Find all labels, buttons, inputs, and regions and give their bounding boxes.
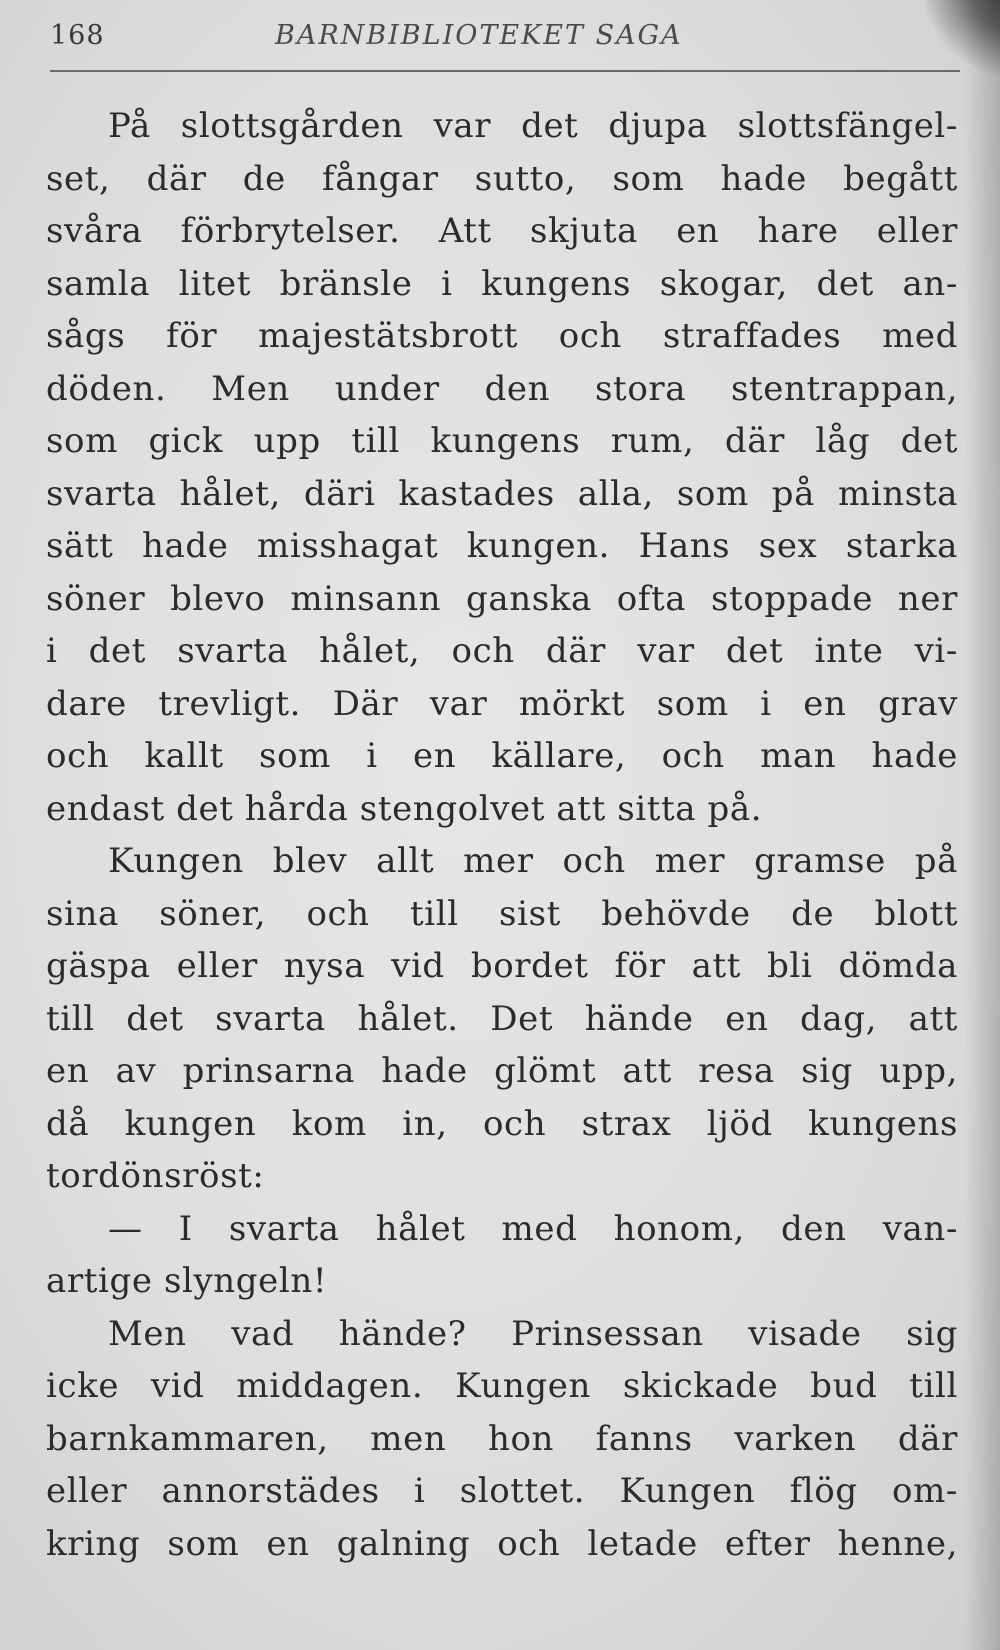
page-edge-shadow: [964, 0, 1000, 1650]
page-header: [50, 18, 960, 68]
text-line: sågs för majestätsbrott och straffades med: [46, 316, 958, 356]
text-line: som gick upp till kungens rum, där låg det: [46, 421, 958, 461]
text-line: en av prinsarna hade glömt att resa sig upp,: [46, 1051, 958, 1091]
text-line: endast det hårda stengolvet att sitta på.: [46, 788, 763, 829]
text-line: och kallt som i en källare, och man hade: [46, 736, 958, 776]
running-title: BARNBIBLIOTEKET SAGA: [275, 20, 683, 51]
text-line: dare trevligt. Där var mörkt som i en grav: [46, 683, 958, 724]
text-line: tordönsröst:: [46, 1156, 265, 1196]
text-line: — I svarta hålet med honom, den van-: [108, 1208, 958, 1249]
header-rule: [50, 70, 960, 72]
text-line: då kungen kom in, och strax ljöd kungens: [46, 1103, 958, 1144]
text-line: Kungen blev allt mer och mer gramse på: [108, 841, 958, 881]
text-line: barnkammaren, men hon fanns varken där: [46, 1418, 958, 1459]
text-line: samla litet bränsle i kungens skogar, det an-: [46, 263, 958, 304]
text-line: eller annorstädes i slottet. Kungen flög om-: [46, 1471, 958, 1511]
text-line: sätt hade misshagat kungen. Hans sex starka: [46, 526, 958, 566]
text-line: set, där de fångar sutto, som hade begått: [46, 158, 958, 199]
text-line: På slottsgården var det djupa slottsfängel-: [108, 106, 958, 146]
page-number: 168: [50, 20, 105, 51]
text-line: gäspa eller nysa vid bordet för att bli dömda: [46, 946, 958, 986]
text-line: i det svarta hålet, och där var det inte vi-: [46, 631, 958, 671]
text-line: till det svarta hålet. Det hände en dag, att: [46, 998, 958, 1039]
text-line: svåra förbrytelser. Att skjuta en hare eller: [46, 211, 958, 251]
text-line: kring som en galning och letade efter henne,: [46, 1523, 958, 1564]
text-line: döden. Men under den stora stentrappan,: [46, 368, 958, 409]
text-line: söner blevo minsann ganska ofta stoppade ner: [46, 578, 958, 619]
text-line: sina söner, och till sist behövde de blott: [46, 893, 958, 934]
body-text: [46, 100, 958, 1570]
text-line: Men vad hände? Prinsessan visade sig: [108, 1313, 958, 1354]
text-line: svarta hålet, däri kastades alla, som på minsta: [46, 473, 958, 514]
text-line: artige slyngeln!: [46, 1261, 328, 1301]
text-line: icke vid middagen. Kungen skickade bud till: [46, 1366, 958, 1406]
